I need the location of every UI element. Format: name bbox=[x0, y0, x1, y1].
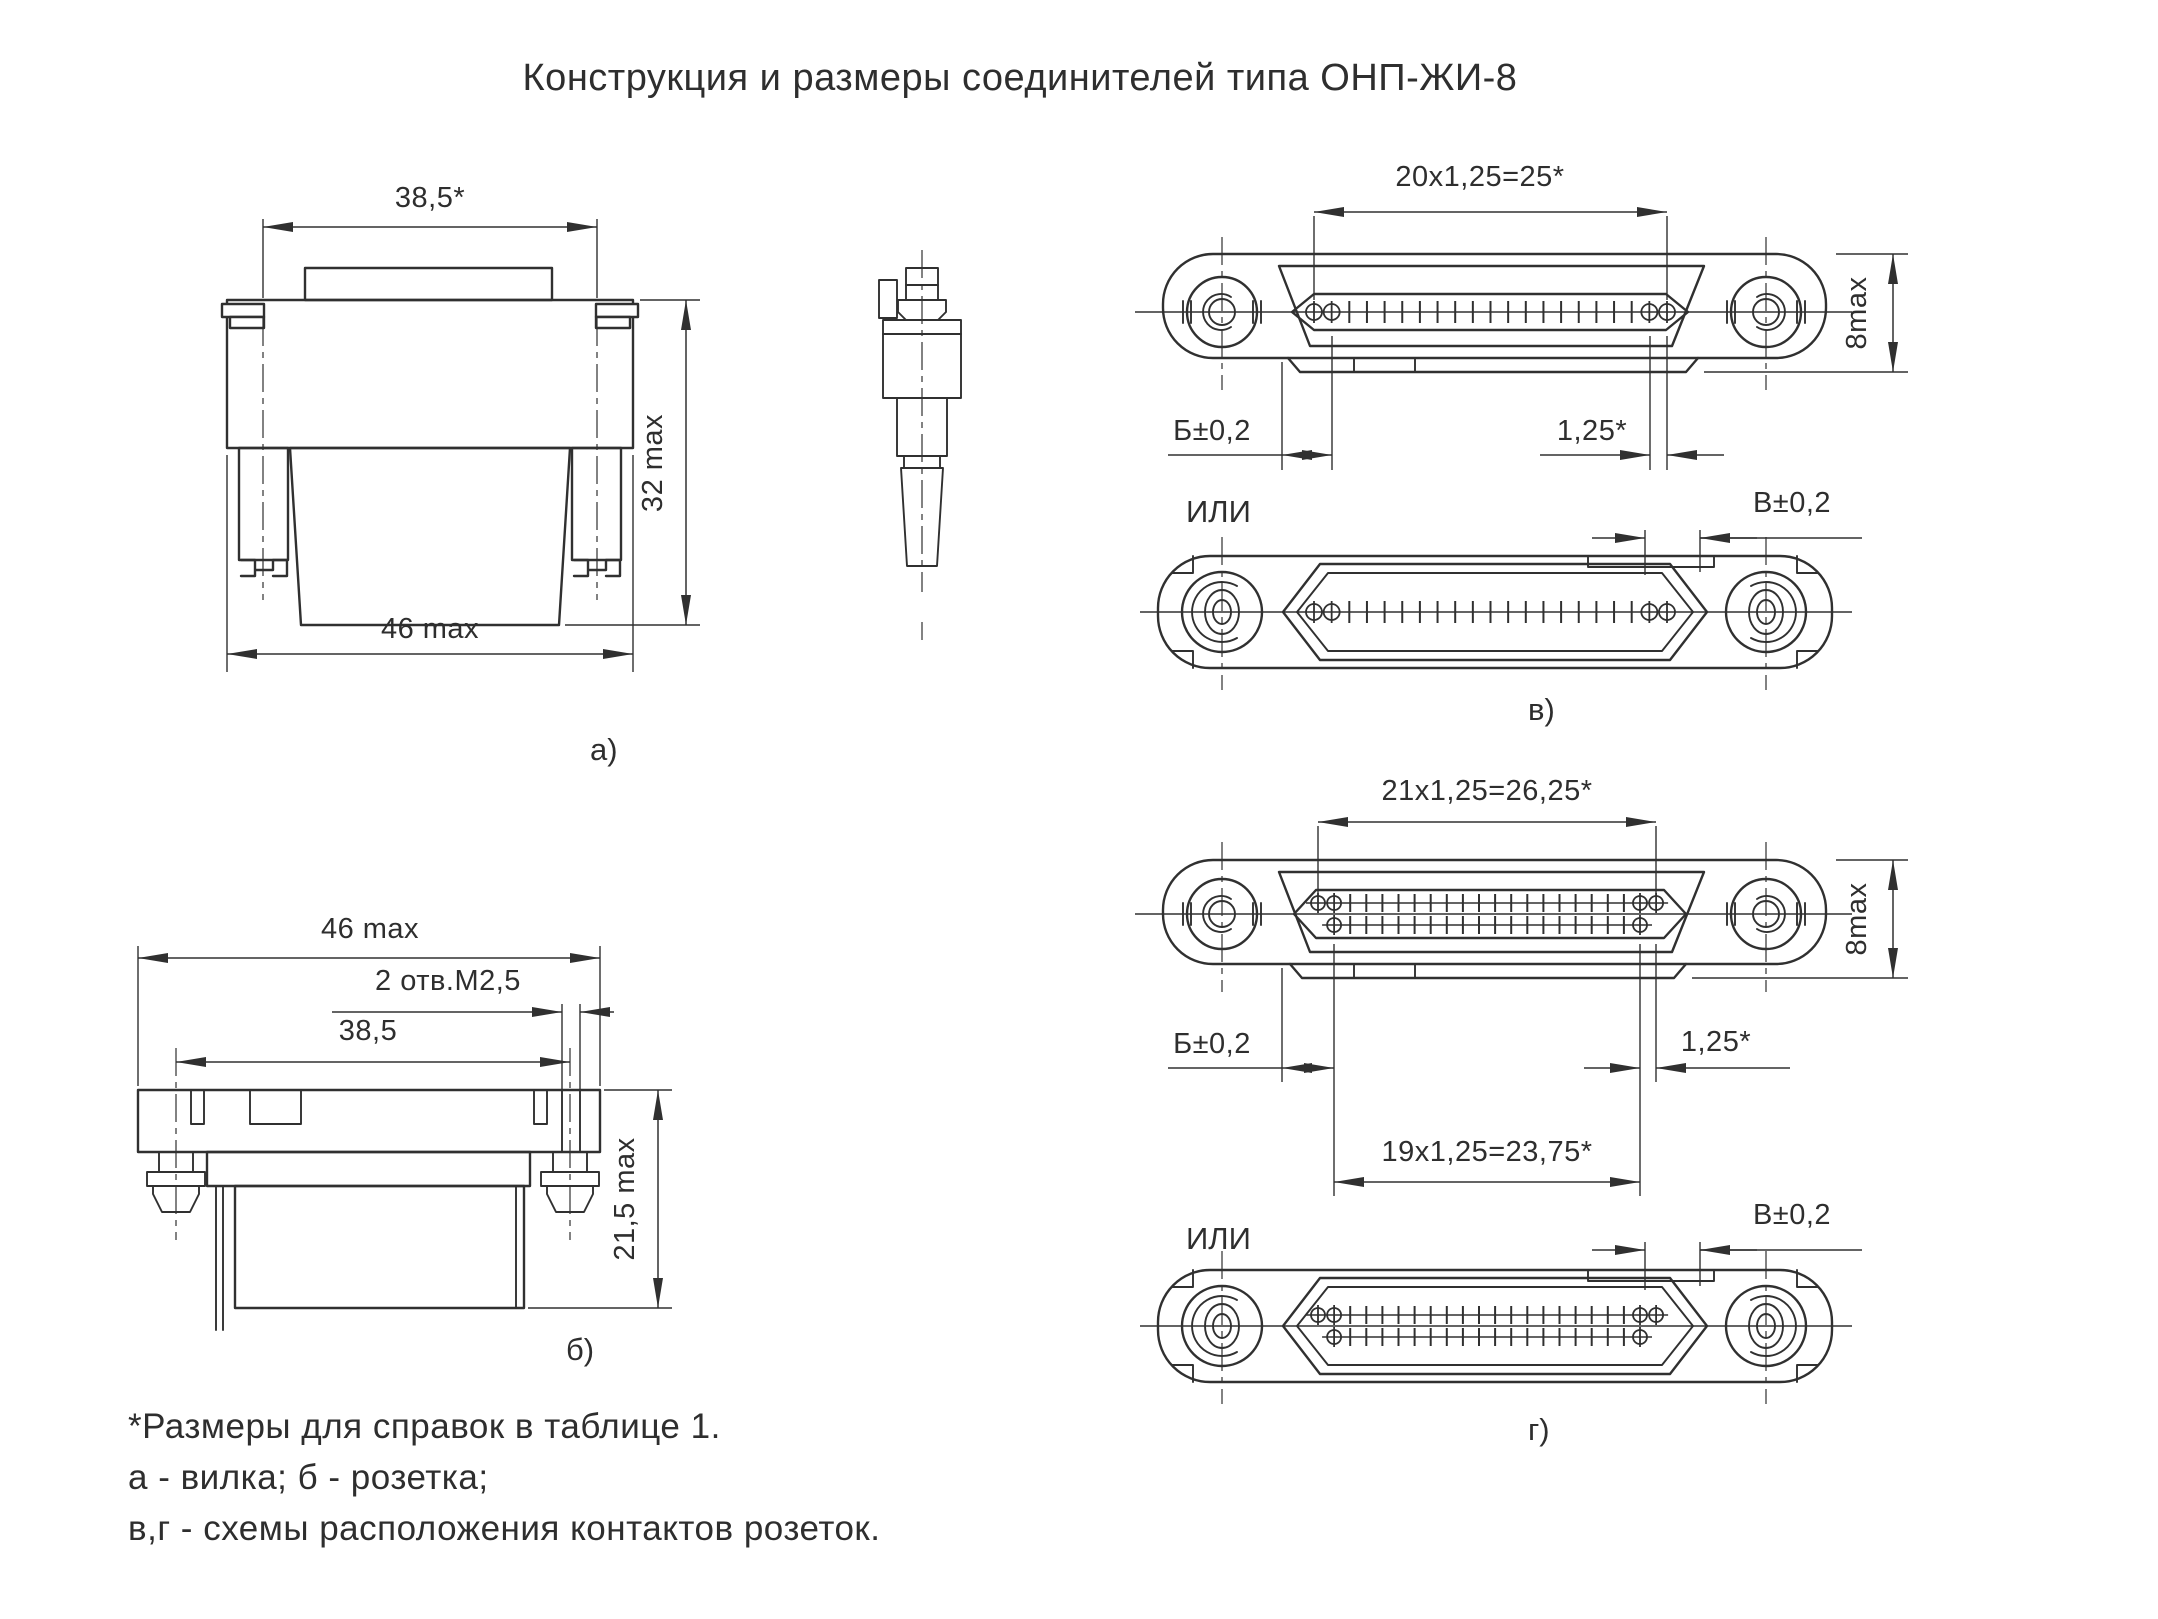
note-line-3: в,г - схемы расположения контактов розеток. bbox=[128, 1509, 881, 1548]
view-g1-contact-layout bbox=[1135, 775, 1908, 1196]
dim-46max-label: 46 max bbox=[380, 613, 480, 645]
flange-slot-right bbox=[534, 1090, 547, 1124]
dim-46max-b-label: 46 max bbox=[320, 913, 420, 945]
side-hook bbox=[879, 280, 897, 318]
contact-row-bottom bbox=[1322, 1327, 1652, 1347]
dim-v-label: В±0,2 bbox=[1752, 1199, 1832, 1231]
flange-notch bbox=[250, 1090, 301, 1124]
dim-v-label: В±0,2 bbox=[1752, 487, 1832, 519]
dim-21-5max-label: 21,5 max bbox=[609, 1137, 641, 1261]
view-v2-contact-layout-alt bbox=[1140, 487, 1862, 727]
dim-holes-label: 2 отв.М2,5 bbox=[375, 965, 521, 997]
footnotes bbox=[128, 1407, 880, 1548]
view-v-label: в) bbox=[1528, 692, 1555, 727]
key-lip bbox=[1290, 964, 1686, 978]
dim-20x125-label: 20x1,25=25* bbox=[1395, 161, 1565, 193]
contact-row-bottom bbox=[1322, 915, 1652, 935]
key-lip bbox=[1288, 358, 1698, 372]
plug-screw-tab-left bbox=[222, 304, 264, 317]
dim-b-label: Б±0,2 bbox=[1173, 1028, 1251, 1060]
view-a-plug-front bbox=[222, 182, 700, 767]
socket-flange bbox=[138, 1090, 600, 1152]
note-line-2: а - вилка; б - розетка; bbox=[128, 1458, 489, 1497]
dim-21x125-label: 21x1,25=26,25* bbox=[1381, 775, 1593, 807]
view-g-label: г) bbox=[1528, 1412, 1550, 1447]
contact-row-top bbox=[1306, 1305, 1668, 1325]
dim-38-5-b-label: 38,5 bbox=[338, 1015, 398, 1047]
dim-125-label: 1,25* bbox=[1556, 415, 1628, 447]
view-v1-contact-layout bbox=[1135, 161, 1908, 470]
dim-8max-label: 8max bbox=[1841, 882, 1873, 956]
view-a-label: а) bbox=[590, 732, 618, 767]
plug-screw-tab-right bbox=[596, 304, 638, 317]
key-lip-edge bbox=[1588, 556, 1714, 567]
dim-b-label: Б±0,2 bbox=[1173, 415, 1251, 447]
dim-125-label: 1,25* bbox=[1680, 1026, 1752, 1058]
plug-body bbox=[227, 300, 633, 448]
socket-body-upper bbox=[207, 1152, 530, 1186]
dim-32max-label: 32 max bbox=[637, 413, 669, 513]
view-b-label: б) bbox=[566, 1332, 595, 1367]
view-b-socket-side bbox=[138, 913, 672, 1367]
page-title: Конструкция и размеры соединителей типа ОНП-ЖИ-8 bbox=[522, 57, 1518, 99]
plug-shroud bbox=[290, 448, 570, 625]
dim-8max-label: 8max bbox=[1841, 276, 1873, 350]
key-lip-edge bbox=[1588, 1270, 1714, 1281]
dim-19x125-label: 19x1,25=23,75* bbox=[1381, 1136, 1593, 1168]
contact-row-top bbox=[1306, 893, 1668, 913]
note-line-1: *Размеры для справок в таблице 1. bbox=[128, 1407, 721, 1446]
flange-slot-left bbox=[191, 1090, 204, 1124]
view-g2-contact-layout-alt bbox=[1140, 1199, 1862, 1447]
socket-body bbox=[235, 1186, 524, 1308]
dim-38-5-label: 38,5* bbox=[394, 182, 466, 214]
or-label: ИЛИ bbox=[1186, 494, 1251, 529]
or-label: ИЛИ bbox=[1186, 1221, 1251, 1256]
plug-cap bbox=[305, 268, 552, 300]
view-side-profile bbox=[879, 250, 961, 640]
